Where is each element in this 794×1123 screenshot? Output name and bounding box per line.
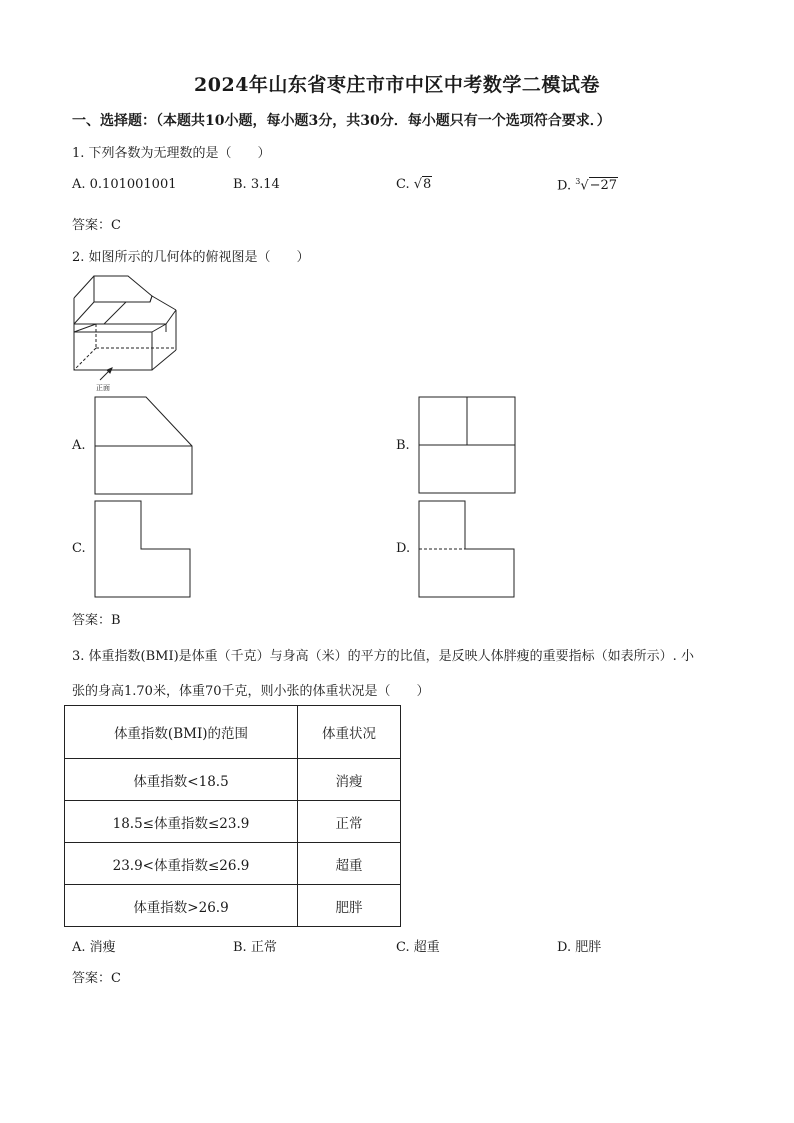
- table-cell: 正常: [298, 801, 401, 843]
- table-cell: 23.9<体重指数≤26.9: [65, 843, 298, 885]
- table-cell: 18.5≤体重指数≤23.9: [65, 801, 298, 843]
- table-cell: 消瘦: [298, 759, 401, 801]
- front-face-label: 正面: [96, 384, 110, 392]
- q2-option-a-label: A.: [72, 438, 86, 453]
- q1-option-c-label: C.: [396, 177, 414, 192]
- cube-root-index: 3: [575, 177, 581, 186]
- table-row: [65, 843, 401, 885]
- q2-solid-figure: [66, 270, 182, 394]
- table-header-cell: 体重指数(BMI)的范围: [65, 706, 298, 759]
- q2-option-a-figure[interactable]: [94, 396, 194, 496]
- q2-option-d-label: D.: [396, 541, 411, 556]
- q1-answer: 答案：C: [72, 218, 121, 233]
- q2-option-c-label: C.: [72, 541, 86, 556]
- exam-title: 2024年山东省枣庄市市中区中考数学二模试卷: [194, 74, 600, 96]
- sqrt-symbol: √: [413, 177, 423, 192]
- q1-option-d: [557, 177, 618, 193]
- table-row: [65, 885, 401, 927]
- q3-option-d: D. 肥胖: [557, 940, 602, 955]
- table-cell: 体重指数>26.9: [65, 885, 298, 927]
- q3-stem-line1: 3. 体重指数(BMI)是体重（千克）与身高（米）的平方的比值，是反映人体胖瘦的重要指标（如表所示）. 小: [72, 649, 694, 664]
- q3-stem-line2: 张的身高1.70米，体重70千克，则小张的体重状况是（ ）: [72, 684, 430, 699]
- q3-option-c: C. 超重: [396, 940, 440, 955]
- table-cell: 体重指数<18.5: [65, 759, 298, 801]
- q2-option-d-figure[interactable]: [418, 500, 518, 600]
- section-heading: 一、选择题：（本题共10小题，每小题3分，共30分．每小题只有一个选项符合要求．）: [72, 113, 611, 129]
- q2-answer: 答案：B: [72, 613, 121, 628]
- table-row: [65, 759, 401, 801]
- q2-option-b-figure[interactable]: [418, 396, 518, 496]
- q1-option-d-label: D.: [557, 178, 576, 194]
- table-header-cell: 体重状况: [298, 706, 401, 759]
- table-cell: 肥胖: [298, 885, 401, 927]
- q3-option-a: A. 消瘦: [72, 940, 116, 955]
- table-row: [65, 801, 401, 843]
- q3-option-b: B. 正常: [233, 940, 277, 955]
- q1-option-a: A. 0.101001001: [72, 177, 177, 192]
- root-symbol: √: [580, 178, 589, 194]
- q1-option-b: B. 3.14: [233, 177, 280, 192]
- q1-option-c-radicand: 8: [423, 177, 432, 192]
- q3-answer: 答案：C: [72, 971, 121, 986]
- q2-option-b-label: B.: [396, 438, 410, 453]
- q2-option-c-figure[interactable]: [94, 500, 194, 600]
- q1-stem: 1. 下列各数为无理数的是（ ）: [72, 146, 271, 161]
- q1-option-d-radicand: −27: [589, 178, 618, 194]
- table-cell: 超重: [298, 843, 401, 885]
- q1-option-c: [396, 177, 432, 192]
- bmi-table: [64, 705, 401, 927]
- q2-stem: 2. 如图所示的几何体的俯视图是（ ）: [72, 250, 310, 265]
- table-header-row: [65, 706, 401, 759]
